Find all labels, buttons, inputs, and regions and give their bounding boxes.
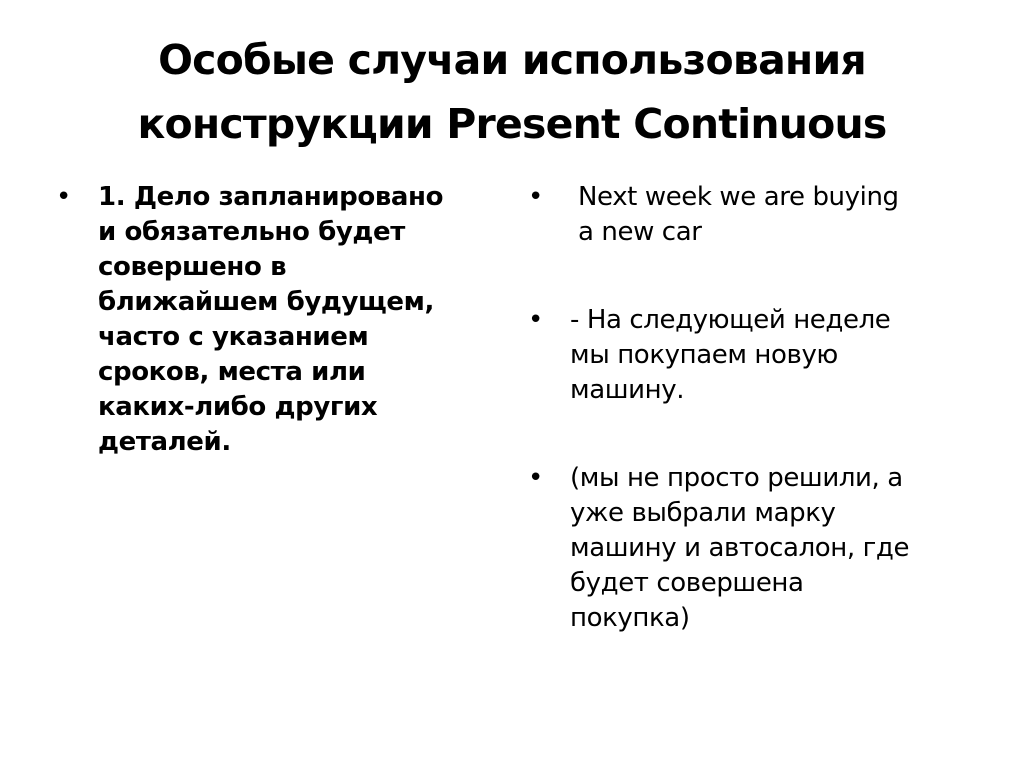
right-item-line: a new car: [578, 217, 702, 247]
right-item-line: уже выбрали марку: [570, 498, 836, 528]
bullet-icon: •: [528, 182, 543, 212]
right-item-line: машину и автосалон, где: [570, 533, 910, 563]
right-item-line: - На следующей неделе: [570, 305, 891, 335]
left-column: [56, 180, 486, 460]
left-item-line: 1. Дело запланировано: [98, 182, 444, 212]
bullet-icon: •: [528, 305, 543, 335]
right-item-line: будет совершена: [570, 568, 804, 598]
slide-title-line-1: Особые случаи использования: [158, 36, 866, 84]
right-column: [528, 180, 978, 636]
bullet-icon: •: [56, 182, 71, 212]
slide-title-line-2: конструкции Present Continuous: [137, 100, 887, 148]
left-item-line: совершено в: [98, 252, 287, 282]
left-item-line: каких-либо других: [98, 392, 378, 422]
right-item-line: (мы не просто решили, а: [570, 463, 903, 493]
right-item-line: Next week we are buying: [578, 182, 899, 212]
right-bullet-item-translation: [528, 303, 978, 408]
right-item-line: мы покупаем новую: [570, 340, 838, 370]
slide-title: [90, 28, 934, 156]
bullet-icon: •: [528, 463, 543, 493]
left-item-line: ближайшем будущем,: [98, 287, 434, 317]
right-bullet-item-english-example: [528, 180, 978, 250]
right-item-line: покупка): [570, 603, 690, 633]
right-item-line: машину.: [570, 375, 685, 405]
left-item-line: часто с указанием: [98, 322, 369, 352]
right-bullet-item-explanation: [528, 461, 978, 636]
left-item-line: сроков, места или: [98, 357, 366, 387]
left-item-line: и обязательно будет: [98, 217, 405, 247]
left-bullet-item: [56, 180, 486, 460]
left-item-line: деталей.: [98, 427, 231, 457]
